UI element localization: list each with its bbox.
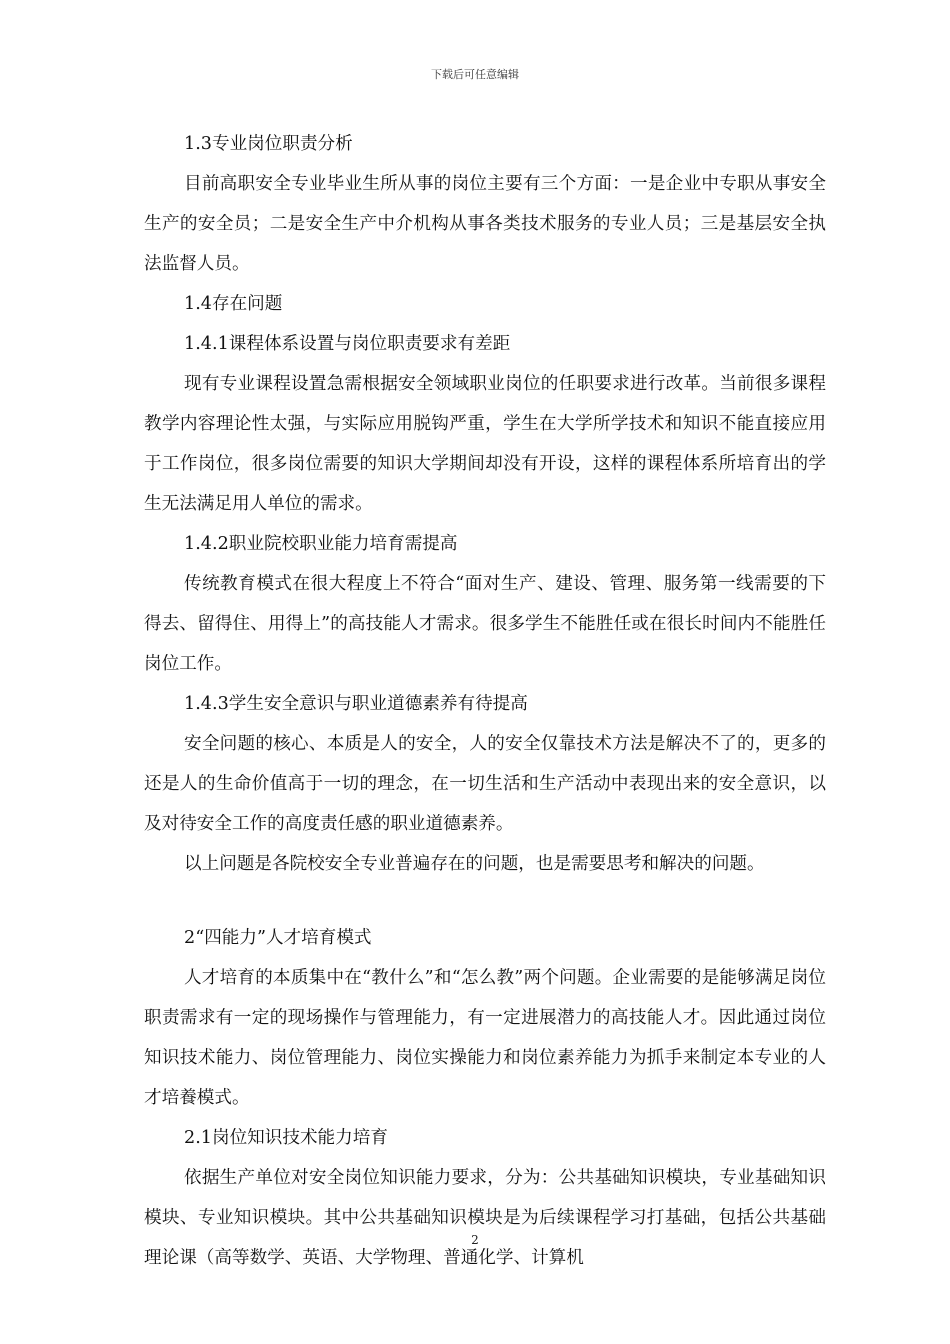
body-paragraph: 传统教育模式在很大程度上不符合“面对生产、建设、管理、服务第一线需要的下得去、留得住、用得上”的高技能人才需求。很多学生不能胜任或在很长时间内不能胜任岗位工作。 <box>144 574 826 674</box>
body-paragraph: 目前高职安全专业毕业生所从事的岗位主要有三个方面：一是企业中专职从事安全生产的安全员；二是安全生产中介机构从事各类技术服务的专业人员；三是基层安全执法监督人员。 <box>144 174 826 274</box>
section-heading-1-4: 1.4存在问题 <box>184 294 283 314</box>
section-heading-2: 2“四能力”人才培育模式 <box>184 928 372 948</box>
document-body <box>144 124 826 1278</box>
section-heading-1-3: 1.3专业岗位职责分析 <box>184 134 353 154</box>
page-number: 2 <box>471 1233 479 1247</box>
body-paragraph: 安全问题的核心、本质是人的安全，人的安全仅靠技术方法是解决不了的，更多的还是人的生命价值高于一切的理念，在一切生活和生产活动中表现出来的安全意识，以及对待安全工作的高度责任感的职业道德素养。 <box>144 734 826 834</box>
body-paragraph: 现有专业课程设置急需根据安全领域职业岗位的任职要求进行改革。当前很多课程教学内容理论性太强，与实际应用脱钩严重，学生在大学所学技术和知识不能直接应用于工作岗位，很多岗位需要的知识大学期间却没有开设，这样的课程体系所培育出的学生无法满足用人单位的需求。 <box>144 374 826 514</box>
section-heading-1-4-2: 1.4.2职业院校职业能力培育需提高 <box>184 534 458 554</box>
section-heading-1-4-1: 1.4.1课程体系设置与岗位职责要求有差距 <box>184 334 511 354</box>
body-paragraph: 依据生产单位对安全岗位知识能力要求，分为：公共基础知识模块，专业基础知识模块、专业知识模块。其中公共基础知识模块是为后续课程学习打基础，包括公共基础理论课（高等数学、英语、大学物理、普通化学、计算机 <box>144 1168 826 1268</box>
section-heading-1-4-3: 1.4.3学生安全意识与职业道德素养有待提高 <box>184 694 528 714</box>
body-paragraph: 人才培育的本质集中在“教什么”和“怎么教”两个问题。企业需要的是能够满足岗位职责需求有一定的现场操作与管理能力，有一定进展潜力的高技能人才。因此通过岗位知识技术能力、岗位管理能力、岗位实操能力和岗位素养能力为抓手来制定本专业的人才培養模式。 <box>144 968 826 1108</box>
page-header-note: 下载后可任意编辑 <box>431 68 519 81</box>
body-paragraph: 以上问题是各院校安全专业普遍存在的问题，也是需要思考和解决的问题。 <box>184 854 765 874</box>
section-gap <box>144 884 826 918</box>
section-heading-2-1: 2.1岗位知识技术能力培育 <box>184 1128 388 1148</box>
